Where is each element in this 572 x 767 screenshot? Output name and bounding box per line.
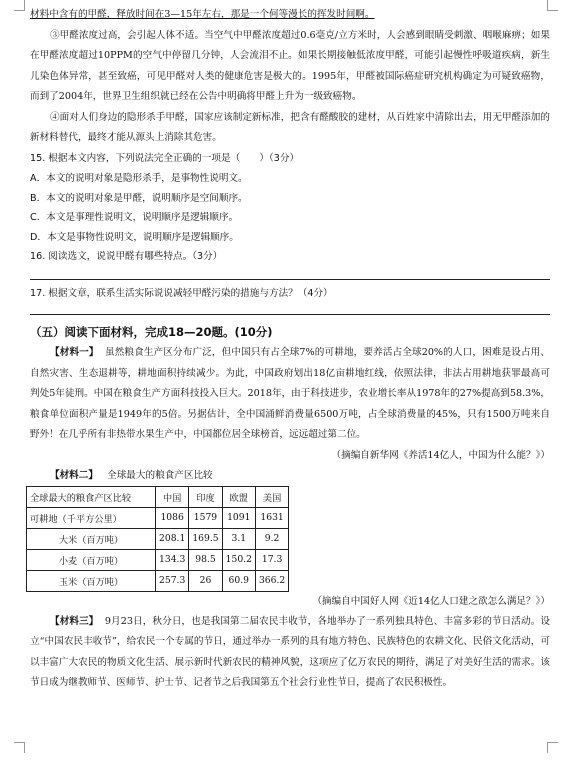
table-cell: 17.3 bbox=[255, 549, 288, 570]
table-cell: 9.2 bbox=[255, 528, 288, 549]
answer-line bbox=[30, 314, 550, 315]
question-15-option-a: A．本文的说明对象是隐形杀手，是事物性说明文。 bbox=[30, 173, 248, 184]
paragraph-3: ③甲醛浓度过高，会引起人体不适。当空气中甲醛浓度超过0.6毫克/立方米时，人会感到眼睛受刺激、咽喉麻痹；如果在甲醛浓度超过10PPM的空气中停留几分钟，人会流泪不止。如果长期接触低浓度甲醛，可能引起慢性呼吸道疾病，新生儿染色体异常，甚至致癌，可见甲醛对人类的健康危害是极大的。1995年，甲醛被国际癌症研究机构确定为可疑致癌物，而到了2004年，世界卫生组织就已经在公告中明确将甲醛上升为一级致癌物。 bbox=[30, 29, 550, 102]
table-row bbox=[27, 528, 289, 549]
table-header-cell: 欧盟 bbox=[222, 486, 255, 507]
table-cell: 可耕地（千平方公里） bbox=[27, 507, 156, 528]
table-header-cell: 中国 bbox=[156, 486, 189, 507]
table-header-cell: 美国 bbox=[255, 486, 288, 507]
table-cell: 1091 bbox=[222, 507, 255, 528]
table-cell: 玉米（百万吨） bbox=[27, 570, 156, 591]
table-row bbox=[27, 549, 289, 570]
answer-line bbox=[30, 279, 550, 280]
paragraph-4: ④面对人们身边的隐形杀手甲醛，国家应该制定新标准，把含有醛酸胶的建材，从百姓家中清除出去，用无甲醛添加的新材料替代，最终才能从源头上消除其危害。 bbox=[30, 111, 550, 143]
table-cell: 98.5 bbox=[189, 549, 222, 570]
grain-comparison-table bbox=[26, 486, 289, 592]
material-2-source: （摘编自中国好人网《近14亿人口建之欲怎么满足？》） bbox=[312, 595, 550, 607]
material-2-title: 全球最大的粮食产区比较 bbox=[107, 469, 213, 481]
crop-mark-bottom-right bbox=[547, 742, 558, 753]
table-cell: 3.1 bbox=[222, 528, 255, 549]
page-content bbox=[30, 5, 550, 694]
material-1-label: 【材料一】 bbox=[50, 347, 99, 358]
table-cell: 134.3 bbox=[156, 549, 189, 570]
top-line: 材料中含有的甲醛，释放时间在3—15年左右，那是一个何等漫长的挥发时间啊。 bbox=[30, 9, 375, 20]
question-17: 17. 根据文章，联系生活实际说说减轻甲醛污染的措施与方法？（4分） bbox=[30, 287, 333, 299]
table-cell: 169.5 bbox=[189, 528, 222, 549]
table-cell: 1631 bbox=[255, 507, 288, 528]
material-2-label: 【材料二】 bbox=[50, 469, 98, 481]
section-5-title: （五）阅读下面材料，完成18—20题。(10分) bbox=[30, 325, 273, 339]
table-cell: 60.9 bbox=[222, 570, 255, 591]
material-3-label: 【材料三】 bbox=[50, 615, 99, 627]
material-3 bbox=[30, 612, 550, 694]
table-cell: 366.2 bbox=[255, 570, 288, 591]
material-1-source: （摘编自新华网《养活14亿人，中国为什么能？》） bbox=[331, 449, 550, 461]
question-16: 16. 阅读选文，说说甲醛有哪些特点。（3分） bbox=[30, 251, 223, 262]
table-header-cell: 印度 bbox=[189, 486, 222, 507]
material-2-heading bbox=[30, 466, 550, 486]
crop-mark-top-left bbox=[14, 0, 25, 11]
table-row bbox=[27, 507, 289, 528]
question-15-option-c: C．本文是事理性说明文，说明顺序是逻辑顺序。 bbox=[30, 212, 239, 223]
crop-mark-bottom-left bbox=[14, 742, 25, 753]
table-header-cell: 全球最大的粮食产区比较 bbox=[27, 486, 156, 507]
question-15-option-b: B．本文的说明对象是甲醛，说明顺序是空间顺序。 bbox=[30, 192, 248, 204]
table-cell: 大米（百万吨） bbox=[27, 528, 156, 549]
table-cell: 1086 bbox=[156, 507, 189, 528]
material-3-text: 9月23日，秋分日，也是我国第二届农民丰收节，各地举办了一系列独具特色、丰富多彩的节日活动。设立“中国农民丰收节”，给农民一个专属的节日，通过举办一系列的具有地方特色、民族特色的农耕文化、民俗文化活动，可以丰富广大农民的物质文化生活、展示新时代新农民的精神风貌，这项应了亿万农民的期待，满足了对美好生活的需求。该节日成为继教师节、医师节、护士节、记者节之后我国第五个社会行业性节日，提高了农民积极性。 bbox=[30, 615, 550, 688]
table-row bbox=[27, 570, 289, 591]
table-cell: 208.1 bbox=[156, 528, 189, 549]
question-15-option-d: D．本文是事物性说明文，说明顺序是逻辑顺序。 bbox=[30, 231, 239, 243]
table-cell: 26 bbox=[189, 570, 222, 591]
question-15-stem: 15. 根据本文内容，下列说法完全正确的一项是（ ）（3分） bbox=[30, 152, 300, 164]
table-cell: 257.3 bbox=[156, 570, 189, 591]
table-cell: 1579 bbox=[189, 507, 222, 528]
table-cell: 150.2 bbox=[222, 549, 255, 570]
table-cell: 小麦（百万吨） bbox=[27, 549, 156, 570]
material-1 bbox=[30, 343, 550, 446]
material-1-text: 虽然粮食生产区分布广泛，但中国只有占全球7%的可耕地，要养活占全球20%的人口，困难是设占用、自然灾害、生态退耕等，耕地面积持续减少。为此，中国政府划出18亿亩耕地红线，依照法律，非法占用耕地获罪最高可判处5年徒刑。中国在粮食生产方面科技投入巨大。2018年，由于科技进步，农业增长率从1978年的27%提高到58.3%，粮食单位面积产量是1949年的5倍。另据估计，全中国涌鲜消费量6500万吨，占全球消费量的45%，只有1500万吨来自野外！在几乎所有非热带水果生产中，中国都位居全球榜首，远远超过第二位。 bbox=[30, 347, 551, 440]
table-header-row bbox=[27, 486, 289, 507]
